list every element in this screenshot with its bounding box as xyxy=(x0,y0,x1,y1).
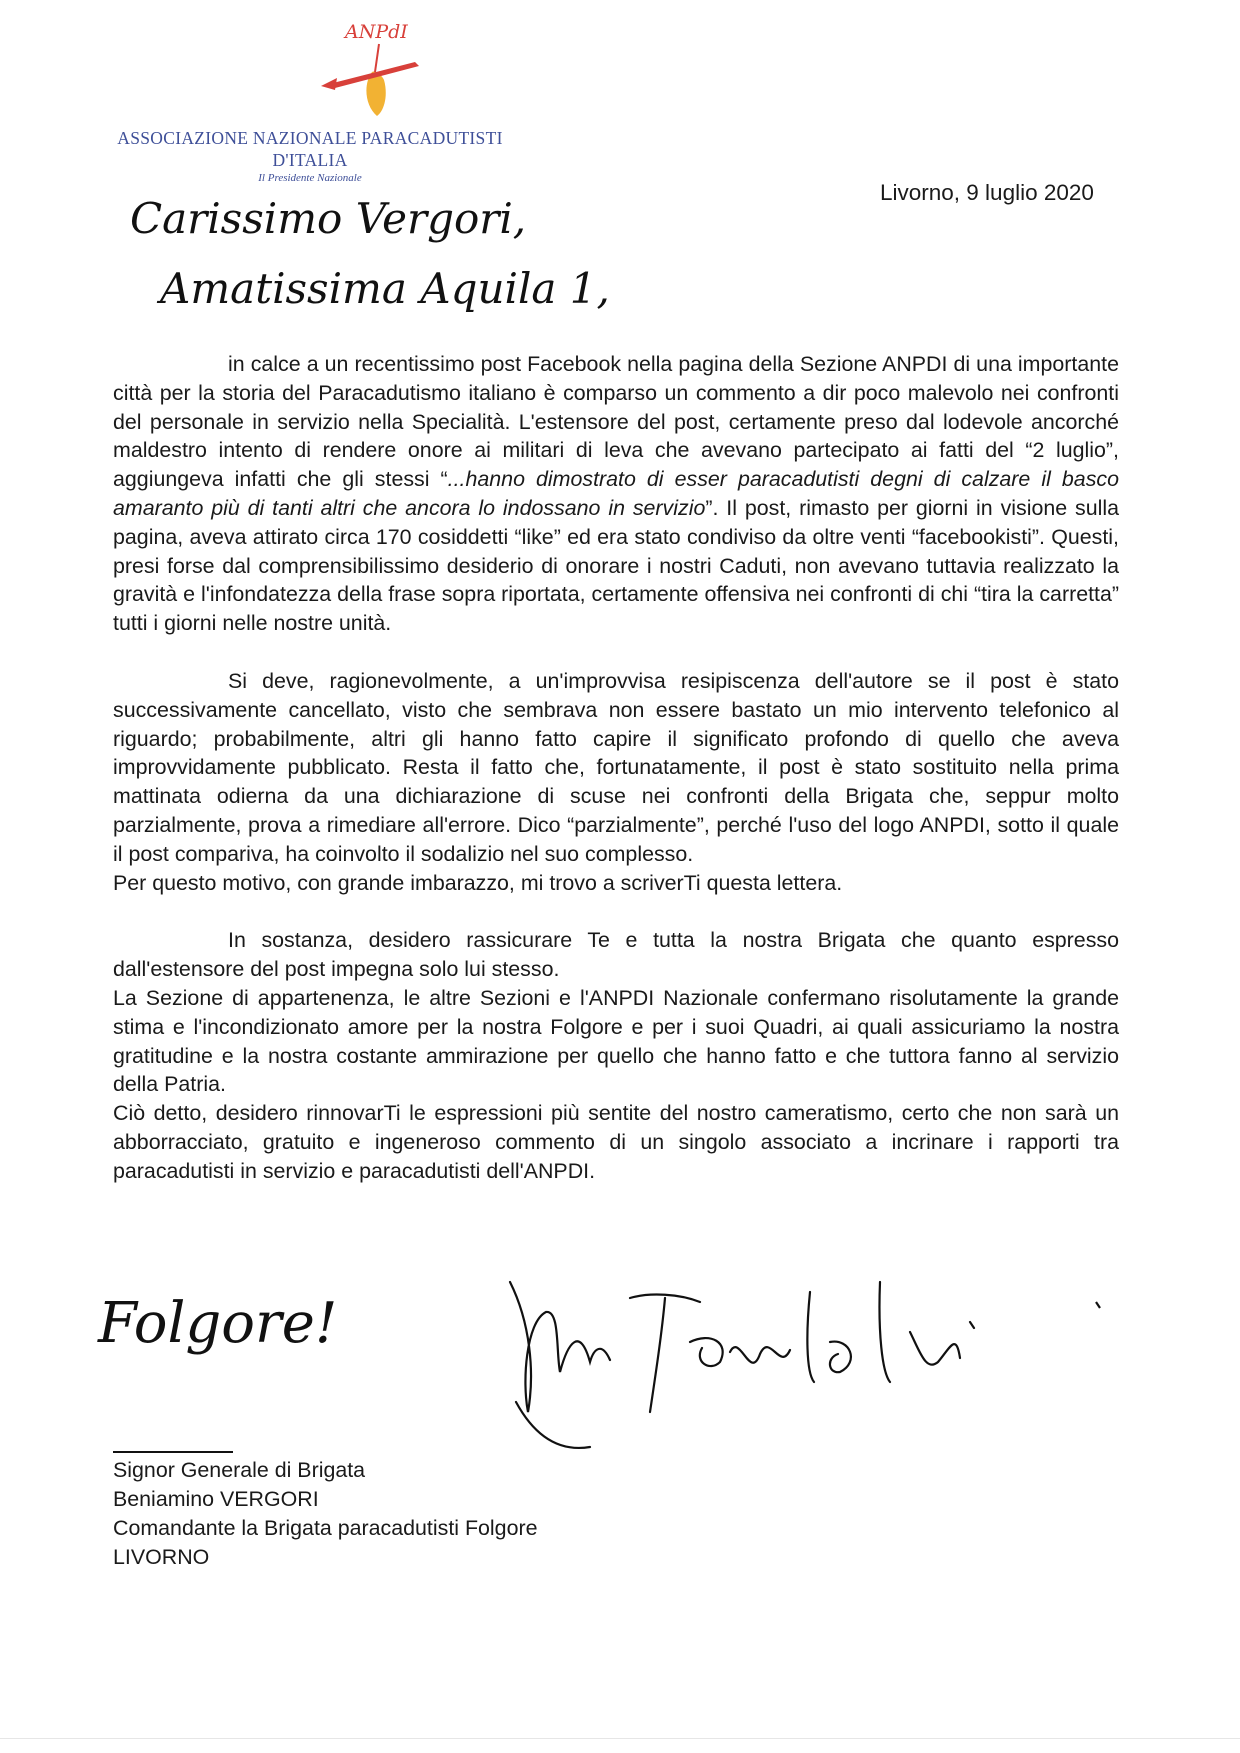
addressee-role: Comandante la Brigata paracadutisti Folgore xyxy=(113,1516,538,1540)
closing-word: Folgore! xyxy=(98,1291,338,1356)
addressee-rank: Signor Generale di Brigata xyxy=(113,1458,366,1482)
logo-arrow-tip xyxy=(321,78,337,90)
organization-name-line2: D'ITALIA xyxy=(272,150,348,170)
scan-edge-line xyxy=(0,1738,1240,1739)
handwritten-greeting xyxy=(130,185,750,325)
handwritten-closing xyxy=(90,1262,1150,1452)
paragraph-2: Si deve, ragionevolmente, a un'improvvisa resipiscenza dell'autore se il post è stato successivamente cancellato, visto che sembrava non essere bastato un mio intervento telefonico al riguardo; probabilmente, altri gli hanno fatto capire il significato profondo di quello che aveva improvvidamente pubblicato. Resta il fatto che, fortunatamente, il post è stato sostituito nella prima mattinata odierna da una dichiarazione di scuse nei confronti della Brigata che, seppur molto parzialmente, prova a rimediare all'errore. Dico “parzialmente”, perché l'uso del logo ANPDI, sotto il quale il post compariva, ha coinvolto il sodalizio nel suo complesso. xyxy=(113,668,1119,866)
paragraph-1 xyxy=(113,350,1119,638)
signature xyxy=(510,1282,974,1448)
greeting-line-2: Amatissima Aquila 1, xyxy=(160,264,610,313)
paragraph-3: Per questo motivo, con grande imbarazzo, mi trovo a scriverTi questa lettera. xyxy=(113,870,843,895)
organization-name-line1: ASSOCIAZIONE NAZIONALE PARACADUTISTI xyxy=(117,128,503,148)
logo-text: ANPdI xyxy=(345,21,408,43)
letter-body xyxy=(113,350,1119,1186)
greeting-line-1: Carissimo Vergori, xyxy=(130,194,527,243)
letter-date: Livorno, 9 luglio 2020 xyxy=(880,180,1094,205)
paragraph-1-part-a: in calce a un recentissimo post Facebook nella pagina della Sezione ANPDI di una importante città per la storia del Paracadutismo italiano è comparso un commento a dir poco malevolo nei confronti del personale in servizio nella Specialità. L'estensore del post, certamente preso dal lodevole ancorché maldestro intento di rendere onore ai militari di leva che avevano partecipato ai fatti del “2 luglio”, aggiungeva infatti che gli stessi “ xyxy=(113,352,1119,492)
paragraph-6: Ciò detto, desidero rinnovarTi le espressioni più sentite del nostro cameratismo, certo che non sarà un abborracciato, gratuito e ingeneroso commento di un singolo associato a incrinare i rapporti tra paracadutisti in servizio e paracadutisti dell'ANPDI. xyxy=(113,1101,1119,1183)
paragraph-1-part-b: ”. Il post, rimasto per giorni in visione sulla pagina, aveva attirato circa 170 cosiddetti “like” ed era stato condiviso da oltre venti “facebookisti”. Questi, presi forse dal comprensibilissimo desiderio di onorare i nostri Caduti, non avevano tuttavia realizzato la gravità e l'infondatezza della frase sopra riportata, certamente offensiva nei confronti di chi “tira la carretta” tutti i giorni nelle nostre unità. xyxy=(113,495,1120,636)
signature-dot xyxy=(1096,1302,1100,1308)
addressee-block xyxy=(113,1456,538,1572)
anpdi-logo xyxy=(315,14,445,124)
president-title: Il Presidente Nazionale xyxy=(258,172,362,184)
addressee-rule xyxy=(113,1451,233,1453)
paragraph-4: In sostanza, desidero rassicurare Te e tutta la nostra Brigata che quanto espresso dall'estensore del post impegna solo lui stesso. xyxy=(113,928,1119,982)
organization-name xyxy=(100,127,520,171)
quoted-comment: ...hanno dimostrato di esser paracadutisti degni di calzare il basco amaranto più di tanti altri che ancora lo indossano in servizio xyxy=(113,467,1119,520)
logo-line xyxy=(375,44,379,72)
addressee-city: LIVORNO xyxy=(113,1545,210,1569)
addressee-name: Beniamino VERGORI xyxy=(113,1487,319,1511)
paragraph-5: La Sezione di appartenenza, le altre Sezioni e l'ANPDI Nazionale confermano risolutamente la grande stima e l'incondizionato amore per la nostra Folgore e per i suoi Quadri, ai quali assicuriamo la nostra gratitudine e la nostra costante ammirazione per quello che hanno fatto e che tuttora fanno al servizio della Patria. xyxy=(113,985,1119,1097)
